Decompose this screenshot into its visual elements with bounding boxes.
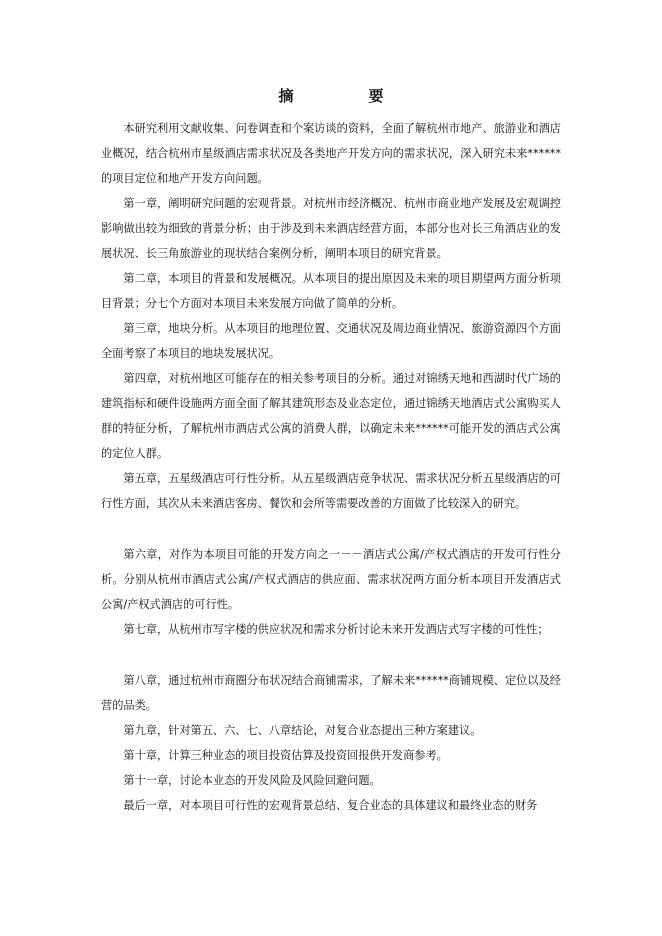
paragraph-chapter-2: 第二章，本项目的背景和发展概况。从本项目的提出原因及未来的项目期望两方面分析项目背景；分七个方面对本项目未来发展方向做了简单的分析。 [101, 272, 561, 310]
paragraph-chapter-9: 第九章，针对第五、六、七、八章结论，对复合业态提出三种方案建议。 [123, 724, 482, 737]
paragraph-chapter-11: 第十一章，讨论本业态的开发风险及风险回避问题。 [123, 774, 381, 787]
paragraph-chapter-3: 第三章，地块分析。从本项目的地理位置、交通状况及周边商业情况、旅游资源四个方面全面考察了本项目的地块发展状况。 [101, 322, 561, 360]
paragraph-chapter-1: 第一章，阐明研究问题的宏观背景。对杭州市经济概况、杭州市商业地产发展及宏观调控影响做出较为细致的背景分析；由于涉及到未来酒店经营方面，本部分也对长三角酒店业的发展状况、长三角旅游业的现状结合案例分析，阐明本项目的研究背景。 [101, 197, 561, 260]
paragraph-intro: 本研究利用文献收集、问卷调查和个案访谈的资料，全面了解杭州市地产、旅游业和酒店业概况，结合杭州市星级酒店需求状况及各类地产开发方向的需求状况，深入研究未来******的项目定位和地产开发方向问题。 [101, 122, 561, 185]
paragraph-final-chapter: 最后一章，对本项目可行性的宏观背景总结、复合业态的具体建议和最终业态的财务 [123, 799, 538, 812]
paragraph-chapter-10: 第十章，计算三种业态的项目投资估算及投资回报供开发商参考。 [123, 749, 448, 762]
paragraph-chapter-7: 第七章，从杭州市写字楼的供应状况和需求分析讨论未来开发酒店式写字楼的可性性； [123, 623, 549, 636]
paragraph-chapter-8: 第八章，通过杭州市商圈分布状况结合商铺需求，了解未来******商铺规模、定位以及经营的品类。 [101, 674, 561, 712]
abstract-body [101, 116, 561, 818]
paragraph-chapter-5: 第五章，五星级酒店可行性分析。从五星级酒店竞争状况、需求状况分析五星级酒店的可行性方面，其次从未来酒店客房、餐饮和会所等需要改善的方面做了比较深入的研究。 [101, 472, 561, 510]
paragraph-chapter-4: 第四章，对杭州地区可能存在的相关参考项目的分析。通过对锦绣天地和西湖时代广场的建筑指标和硬件设施两方面全面了解其建筑形态及业态定位，通过锦绣天地酒店式公寓购买人群的特征分析，了解杭州市酒店式公寓的消费人群，以确定未来******可能开发的酒店式公寓的定位人群。 [101, 372, 561, 460]
page-title: 摘 要 [278, 87, 414, 105]
paragraph-chapter-6: 第六章，对作为本项目可能的开发方向之一－－酒店式公寓/产权式酒店的开发可行性分析。分别从杭州市酒店式公寓/产权式酒店的供应面、需求状况两方面分析本项目开发酒店式公寓/产权式酒店的可行性。 [101, 548, 561, 611]
